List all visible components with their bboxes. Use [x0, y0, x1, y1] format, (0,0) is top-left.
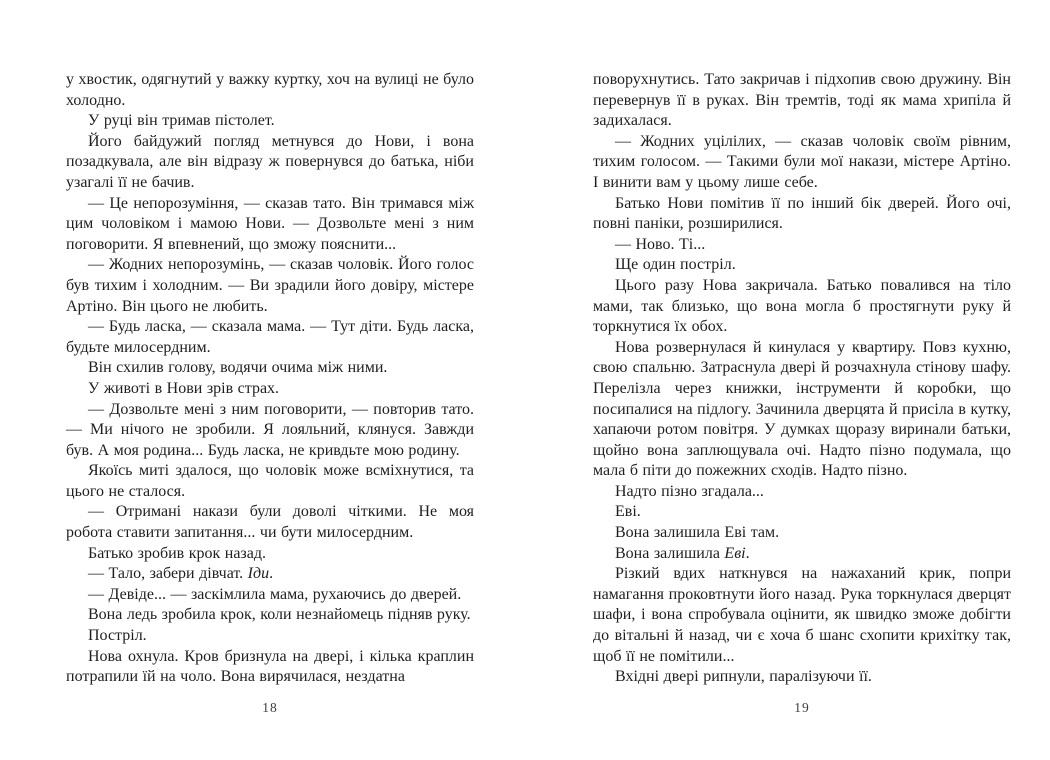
text-run: — Це непорозуміння, — сказав тато. Він тримався між цим чоловіком і мамою Нови. — Дозвольте мені з ним поговорити. Я впевнений, що зможу пояснити... — [66, 194, 474, 253]
paragraph — [593, 482, 1011, 503]
paragraph — [593, 338, 1011, 482]
text-run: — Отримані накази були доволі чіткими. Не моя робота ставити запитання... чи бути милосердним. — [66, 503, 474, 542]
page-right — [593, 70, 1011, 688]
paragraph — [66, 544, 474, 565]
text-run: Ще один постріл. — [615, 256, 736, 274]
paragraph — [593, 523, 1011, 544]
paragraph — [593, 255, 1011, 276]
text-run: Він схилив голову, водячи очима між ними. — [88, 359, 388, 377]
text-run: Нова розвернулася й кинулася у квартиру. Повз кухню, свою спальню. Затраснула двері й розчахнула стінову шафу. Перелізла через книжки, інструменти й коробки, що посипалися на підлогу. Зачинила дверцята й присіла в кутку, хапаючи ротом повітря. У думках щоразу виринали батьки, щойно вона заплющувала очі. Надто пізно подумала, що мала б піти до пожежних сходів. Надто пізно. — [593, 338, 1011, 480]
text-run: — Девіде... — заскімлила мама, рухаючись до дверей. — [88, 585, 462, 603]
text-run: Нова охнула. Кров бризнула на двері, і кілька краплин потрапили їй на чоло. Вона вирячилася, нездатна — [66, 647, 474, 686]
paragraph — [593, 564, 1011, 667]
text-run: — Дозвольте мені з ним поговорити, — повторив тато. — Ми нічого не зробили. Я лояльний, клянуся. Завжди був. А моя родина... Будь ласка, не кривдьте мою родину. — [66, 400, 474, 459]
text-run: Вхідні двері рипнули, паралізуючи її. — [615, 668, 872, 686]
page-left — [66, 70, 474, 688]
paragraph — [66, 461, 474, 502]
text-run: — Жодних уцілілих, — сказав чоловік своїм рівним, тихим голосом. — Такими були мої накази, містере Артіно. І винити вам у цьому лише себе. — [593, 132, 1011, 191]
paragraph — [66, 647, 474, 688]
page-number-right: 19 — [794, 700, 810, 715]
paragraph — [66, 255, 474, 317]
paragraph — [593, 667, 1011, 688]
text-run: Різкий вдих наткнувся на нажаханий крик, попри намагання проковтнути його назад. Рука торкнулася дверцят шафи, і вона спробувала оцінити, як швидко зможе добігти до вітальні й назад, чи є хоча б шанс схопити крихітку так, щоб її не помітили... — [593, 565, 1011, 665]
text-run: У руці він тримав пістолет. — [88, 112, 275, 130]
text-run: . — [745, 544, 750, 562]
text-run: — Тало, забери дівчат. — [88, 565, 248, 583]
text-run: У животі в Нови зрів страх. — [88, 379, 280, 397]
paragraph — [66, 379, 474, 400]
paragraph — [593, 544, 1011, 565]
paragraph — [66, 111, 474, 132]
paragraph — [593, 70, 1011, 132]
paragraph — [66, 502, 474, 543]
paragraph — [66, 605, 474, 626]
paragraph — [66, 564, 474, 585]
paragraph — [66, 358, 474, 379]
italic-text-run: Іди — [247, 565, 270, 583]
text-run: Цього разу Нова закричала. Батько повалився на тіло мами, так близько, що вона могла б простягнути руку й торкнутися їх обох. — [593, 276, 1011, 336]
text-run: Батько Нови помітив її по інший бік дверей. Його очі, повні паніки, розширилися. — [593, 194, 1011, 233]
text-run: Вона ледь зробила крок, коли незнайомець підняв руку. — [88, 606, 471, 624]
text-run: — Жодних непорозумінь, — сказав чоловік. Його голос був тихим і холодним. — Ви зрадили його довіру, містере Артіно. Він цього не любить. — [66, 256, 474, 315]
text-run: Надто пізно згадала... — [615, 482, 764, 500]
text-run: Якоїсь миті здалося, що чоловік може всміхнутися, та цього не сталося. — [66, 462, 474, 500]
paragraph — [66, 585, 474, 606]
paragraph — [593, 235, 1011, 256]
paragraph — [593, 194, 1011, 235]
page-left-text — [66, 70, 474, 688]
text-run: Батько зробив крок назад. — [88, 544, 266, 562]
text-run: — Ново. Ті... — [615, 235, 706, 253]
paragraph — [593, 276, 1011, 338]
text-run: Еві. — [615, 503, 641, 521]
text-run: . — [269, 565, 274, 583]
paragraph — [66, 132, 474, 194]
paragraph — [593, 502, 1011, 523]
text-run: Вона залишила — [615, 544, 725, 562]
italic-text-run: Еві — [724, 544, 746, 562]
text-run: поворухнутись. Тато закричав і підхопив свою дружину. Він перевернув її в руках. Він тремтів, тоді як мама хрипіла й задихалася. — [593, 71, 1011, 130]
paragraph — [66, 194, 474, 256]
page-right-text — [593, 70, 1011, 688]
text-run: Вона залишила Еві там. — [615, 524, 780, 542]
paragraph — [66, 626, 474, 647]
paragraph — [593, 132, 1011, 194]
paragraph — [66, 317, 474, 358]
paragraph — [66, 70, 474, 111]
text-run: — Будь ласка, — сказала мама. — Тут діти. Будь ласка, будьте милосердним. — [66, 318, 474, 356]
text-run: Його байдужий погляд метнувся до Нови, і вона позадкувала, але він відразу ж повернувся до батька, ніби узагалі її не бачив. — [66, 132, 474, 191]
text-run: Постріл. — [88, 627, 147, 645]
paragraph — [66, 400, 474, 462]
text-run: у хвостик, одягнутий у важку куртку, хоч на вулиці не було холодно. — [66, 71, 474, 109]
page-number-left: 18 — [262, 700, 278, 715]
